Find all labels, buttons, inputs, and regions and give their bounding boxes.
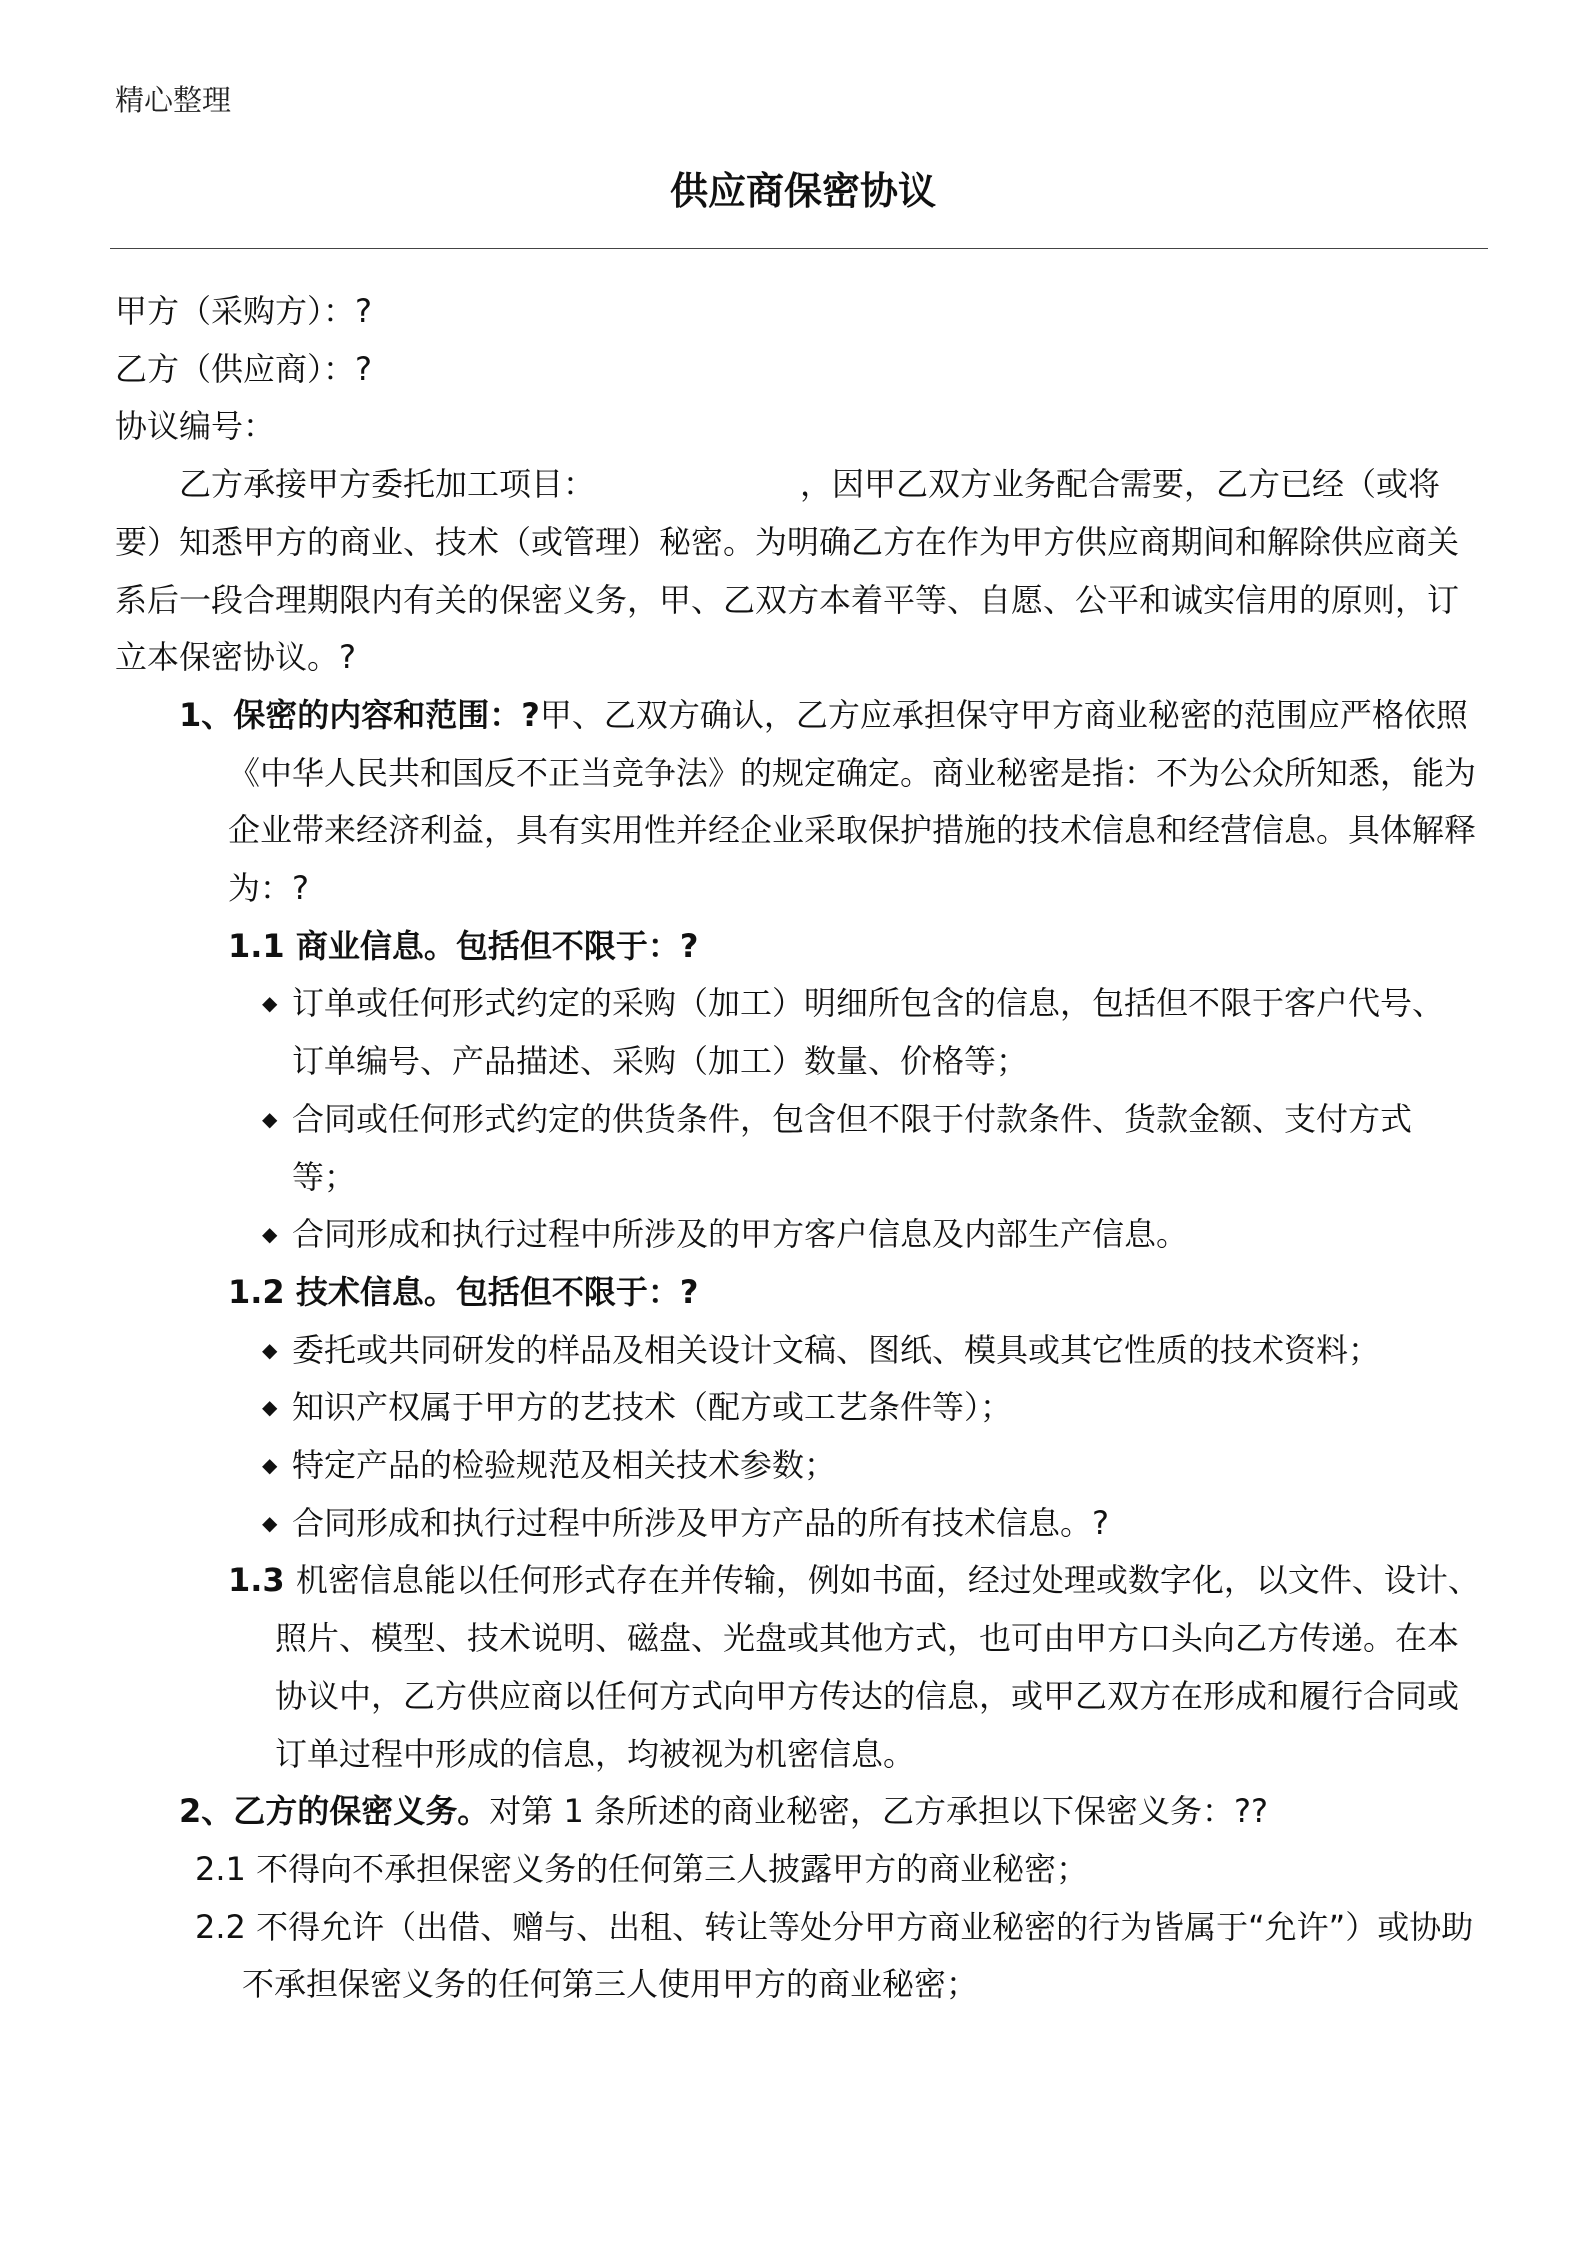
text-segment: 乙方（供应商）：? (115, 349, 372, 388)
text-segment: 知识产权属于甲方的艺技术（配方或工艺条件等）； (292, 1388, 1013, 1427)
section-heading: 1.3 (228, 1561, 296, 1600)
text-segment: 立本保密协议。? (115, 638, 356, 677)
text-line (115, 397, 275, 455)
diamond-bullet-icon: ◆ (262, 1510, 278, 1535)
diamond-bullet-icon: ◆ (262, 1453, 278, 1477)
text-line (115, 513, 1459, 571)
text-line (262, 1378, 1012, 1436)
text-line (292, 1148, 356, 1206)
text-line (115, 628, 356, 686)
text-line (292, 1032, 1028, 1090)
text-segment: 甲方（采购方）：? (115, 292, 372, 330)
diamond-bullet-icon: ◆ (262, 1222, 278, 1247)
diamond-bullet-icon: ◆ (262, 991, 278, 1016)
text-segment: 订单过程中形成的信息，均被视为机密信息。 (275, 1734, 916, 1773)
text-line (228, 1263, 698, 1321)
text-segment: 特定产品的检验规范及相关技术参数； (292, 1446, 837, 1484)
text-segment: 协议中，乙方供应商以任何方式向甲方传达的信息，或甲乙双方在形成和履行合同或 (275, 1676, 1460, 1715)
text-segment: 企业带来经济利益，具有实用性并经企业采取保护措施的技术信息和经营信息。具体解释 (228, 811, 1477, 850)
text-segment: 不承担保密义务的任何第三人使用甲方的商业秘密； (242, 1965, 979, 2004)
text-segment: 要）知悉甲方的商业、技术（或管理）秘密。为明确乙方在作为甲方供应商期间和解除供应商关 (115, 522, 1460, 561)
text-line (262, 1205, 1188, 1263)
text-line (275, 1667, 1459, 1725)
text-segment: 等； (292, 1157, 357, 1196)
section-heading: 1.1 商业信息。包括但不限于：? (228, 926, 699, 965)
diamond-bullet-icon: ◆ (262, 1106, 278, 1131)
text-line (262, 1321, 1380, 1379)
diamond-bullet-icon: ◆ (262, 1337, 278, 1362)
text-segment: 订单或任何形式约定的采购（加工）明细所包含的信息，包括但不限于客户代号、 (292, 984, 1445, 1023)
page-header-label: 精心整理 (115, 83, 232, 117)
text-segment: 《中华人民共和国反不正当竞争法》的规定确定。商业秘密是指：不为公众所知悉，能为 (228, 753, 1477, 792)
text-line (228, 744, 1476, 802)
text-line (228, 859, 309, 917)
text-segment: 委托或共同研发的样品及相关设计文稿、图纸、模具或其它性质的技术资料； (292, 1330, 1381, 1369)
text-line (115, 571, 1459, 629)
text-line (262, 1436, 836, 1494)
text-segment: 合同形成和执行过程中所涉及甲方产品的所有技术信息。? (292, 1503, 1109, 1542)
document-title: 供应商保密协议 (669, 169, 936, 213)
text-segment: ，因甲乙双方业务配合需要，乙方已经（或将 (800, 465, 1441, 504)
text-line (179, 455, 1440, 513)
text-segment: 机密信息能以任何形式存在并传输，例如书面，经过处理或数字化，以文件、设计、 (295, 1561, 1480, 1600)
text-line (115, 340, 372, 398)
section-heading: 1.2 技术信息。包括但不限于：? (228, 1272, 699, 1311)
text-line (275, 1725, 915, 1783)
text-segment: 协议编号： (115, 407, 276, 446)
text-line (242, 1955, 978, 2013)
text-segment: 合同或任何形式约定的供货条件，包含但不限于付款条件、货款金额、支付方式 (292, 1099, 1413, 1138)
text-segment: 2.1 不得向不承担保密义务的任何第三人披露甲方的商业秘密； (195, 1849, 1089, 1888)
text-line (115, 282, 372, 340)
section-heading: 1、保密的内容和范围：? (179, 695, 540, 734)
title-divider (110, 248, 1488, 249)
text-segment: 合同形成和执行过程中所涉及的甲方客户信息及内部生产信息。 (292, 1215, 1189, 1254)
text-line (262, 1494, 1109, 1552)
text-line (228, 801, 1476, 859)
diamond-bullet-icon: ◆ (262, 1395, 278, 1420)
text-line (228, 917, 698, 975)
text-segment: 为：? (228, 869, 309, 907)
text-segment: 甲、乙双方确认，乙方应承担保守甲方商业秘密的范围应严格依照 (539, 695, 1468, 734)
text-segment: 乙方承接甲方委托加工项目： (179, 465, 596, 504)
text-segment: 对第 1 条所述的商业秘密，乙方承担以下保密义务：?? (489, 1792, 1268, 1831)
text-line (228, 1551, 1480, 1609)
text-line (179, 1782, 1268, 1840)
text-line (262, 1090, 1412, 1148)
text-line (262, 974, 1444, 1032)
text-segment: 2.2 不得允许（出借、赠与、出租、转让等处分甲方商业秘密的行为皆属于“允许”）或协助 (195, 1907, 1474, 1946)
section-heading: 2、乙方的保密义务。 (179, 1792, 490, 1831)
text-line (195, 1840, 1088, 1898)
text-segment: 照片、模型、技术说明、磁盘、光盘或其他方式，也可由甲方口头向乙方传递。在本 (275, 1619, 1460, 1658)
text-line (179, 686, 1468, 744)
text-line (275, 1609, 1459, 1667)
text-segment: 系后一段合理期限内有关的保密义务，甲、乙双方本着平等、自愿、公平和诚实信用的原则，订 (115, 580, 1460, 619)
text-segment: 订单编号、产品描述、采购（加工）数量、价格等； (292, 1042, 1029, 1081)
text-line (195, 1898, 1473, 1956)
